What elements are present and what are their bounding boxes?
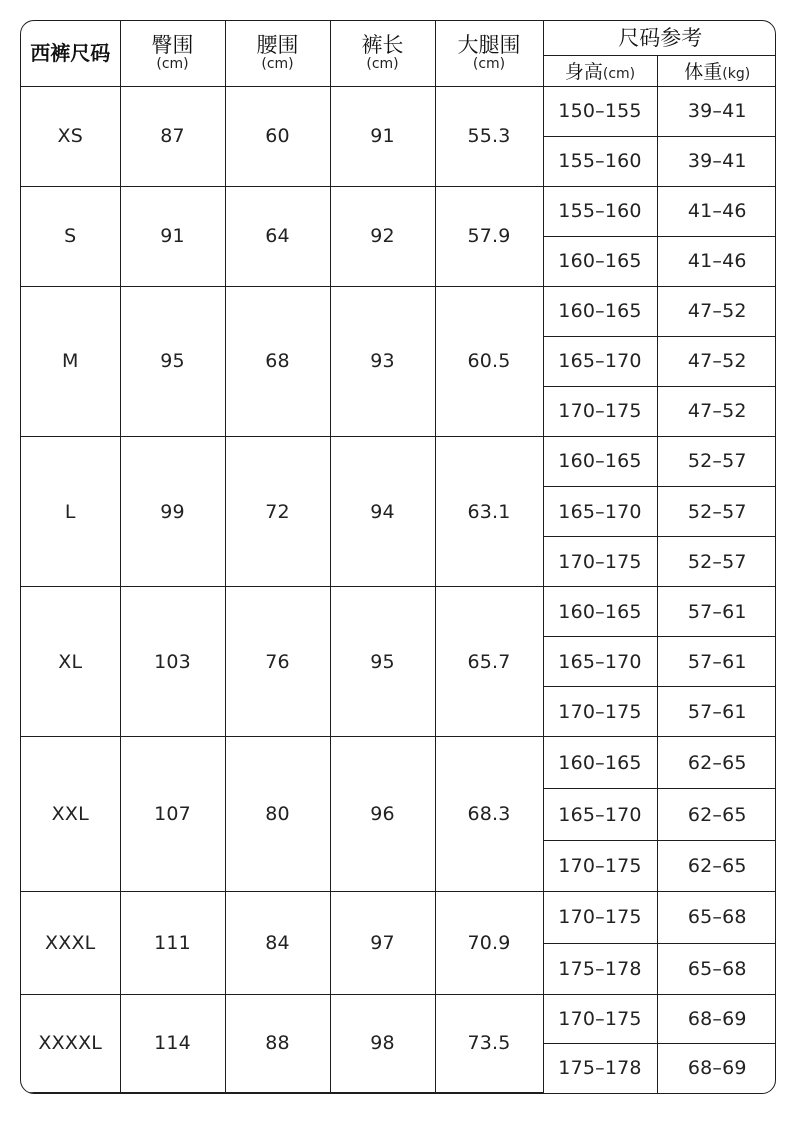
length-cell: 96	[330, 737, 435, 891]
weight-cell: 68–69	[657, 994, 776, 1043]
size-cell: S	[21, 186, 120, 286]
thigh-cell: 68.3	[435, 737, 543, 891]
weight-cell: 57–61	[657, 587, 776, 637]
header-thigh-label: 大腿围	[457, 33, 521, 58]
header-length-label: 裤长	[361, 33, 404, 58]
table-row	[21, 186, 776, 236]
weight-cell: 41–46	[657, 236, 776, 286]
height-cell: 165–170	[543, 336, 657, 386]
weight-cell: 52–57	[657, 537, 776, 587]
table-row	[21, 587, 776, 637]
height-cell: 170–175	[543, 537, 657, 587]
weight-cell: 57–61	[657, 637, 776, 687]
size-cell: XL	[21, 587, 120, 737]
height-cell: 160–165	[543, 587, 657, 637]
weight-cell: 52–57	[657, 487, 776, 537]
size-cell: L	[21, 436, 120, 586]
header-reference-label: 尺码参考	[618, 25, 703, 50]
weight-cell: 57–61	[657, 687, 776, 737]
weight-cell: 47–52	[657, 386, 776, 436]
height-cell: 175–178	[543, 1043, 657, 1092]
thigh-cell: 55.3	[435, 86, 543, 186]
size-cell: M	[21, 286, 120, 436]
waist-cell: 64	[225, 186, 330, 286]
length-cell: 97	[330, 891, 435, 994]
weight-cell: 65–68	[657, 943, 776, 994]
table-row	[21, 86, 776, 136]
header-length	[330, 21, 435, 86]
waist-cell: 68	[225, 286, 330, 436]
length-cell: 92	[330, 186, 435, 286]
table-row	[21, 737, 776, 789]
header-weight-label: 体重	[684, 61, 723, 83]
header-weight-unit: (kg)	[722, 66, 751, 82]
height-cell: 175–178	[543, 943, 657, 994]
height-cell: 170–175	[543, 994, 657, 1043]
hip-cell: 111	[120, 891, 225, 994]
weight-cell: 47–52	[657, 286, 776, 336]
weight-cell: 65–68	[657, 891, 776, 943]
weight-cell: 68–69	[657, 1043, 776, 1092]
weight-cell: 62–65	[657, 841, 776, 891]
header-waist-unit: (cm)	[261, 56, 294, 73]
waist-cell: 80	[225, 737, 330, 891]
hip-cell: 95	[120, 286, 225, 436]
hip-cell: 87	[120, 86, 225, 186]
thigh-cell: 70.9	[435, 891, 543, 994]
size-cell: XS	[21, 86, 120, 186]
header-height-label: 身高	[564, 61, 603, 83]
height-cell: 150–155	[543, 86, 657, 136]
length-cell: 93	[330, 286, 435, 436]
thigh-cell: 57.9	[435, 186, 543, 286]
height-cell: 160–165	[543, 737, 657, 789]
waist-cell: 76	[225, 587, 330, 737]
header-thigh-unit: (cm)	[472, 56, 506, 73]
header-hip-unit: (cm)	[156, 56, 189, 73]
hip-cell: 107	[120, 737, 225, 891]
weight-cell: 39–41	[657, 86, 776, 136]
thigh-cell: 63.1	[435, 436, 543, 586]
header-reference	[543, 21, 776, 55]
height-cell: 165–170	[543, 789, 657, 841]
weight-cell: 41–46	[657, 186, 776, 236]
height-cell: 155–160	[543, 186, 657, 236]
header-length-unit: (cm)	[366, 56, 399, 73]
thigh-cell: 60.5	[435, 286, 543, 436]
header-hip-label: 臀围	[151, 33, 194, 58]
header-height	[543, 55, 657, 86]
header-waist-label: 腰围	[256, 33, 299, 58]
size-chart	[20, 20, 776, 1094]
table-row	[21, 286, 776, 336]
weight-cell: 47–52	[657, 336, 776, 386]
header-size	[21, 21, 120, 86]
header-hip	[120, 21, 225, 86]
hip-cell: 103	[120, 587, 225, 737]
size-table	[21, 21, 776, 1093]
table-row	[21, 891, 776, 943]
hip-cell: 99	[120, 436, 225, 586]
hip-cell: 91	[120, 186, 225, 286]
thigh-cell: 65.7	[435, 587, 543, 737]
thigh-cell: 73.5	[435, 994, 543, 1092]
height-cell: 160–165	[543, 286, 657, 336]
height-cell: 170–175	[543, 891, 657, 943]
weight-cell: 62–65	[657, 789, 776, 841]
waist-cell: 72	[225, 436, 330, 586]
height-cell: 165–170	[543, 487, 657, 537]
length-cell: 91	[330, 86, 435, 186]
size-cell: XXXXL	[21, 994, 120, 1092]
height-cell: 170–175	[543, 687, 657, 737]
height-cell: 160–165	[543, 436, 657, 486]
size-cell: XXXL	[21, 891, 120, 994]
weight-cell: 52–57	[657, 436, 776, 486]
height-cell: 155–160	[543, 136, 657, 186]
table-row	[21, 994, 776, 1043]
header-thigh	[435, 21, 543, 86]
weight-cell: 39–41	[657, 136, 776, 186]
length-cell: 98	[330, 994, 435, 1092]
length-cell: 94	[330, 436, 435, 586]
hip-cell: 114	[120, 994, 225, 1092]
waist-cell: 88	[225, 994, 330, 1092]
size-cell: XXL	[21, 737, 120, 891]
weight-cell: 62–65	[657, 737, 776, 789]
table-row	[21, 436, 776, 486]
height-cell: 170–175	[543, 841, 657, 891]
header-size-label: 西裤尺码	[30, 41, 111, 66]
waist-cell: 60	[225, 86, 330, 186]
height-cell: 160–165	[543, 236, 657, 286]
waist-cell: 84	[225, 891, 330, 994]
height-cell: 165–170	[543, 637, 657, 687]
header-waist	[225, 21, 330, 86]
length-cell: 95	[330, 587, 435, 737]
height-cell: 170–175	[543, 386, 657, 436]
header-height-unit: (cm)	[602, 66, 636, 82]
header-weight	[657, 55, 776, 86]
